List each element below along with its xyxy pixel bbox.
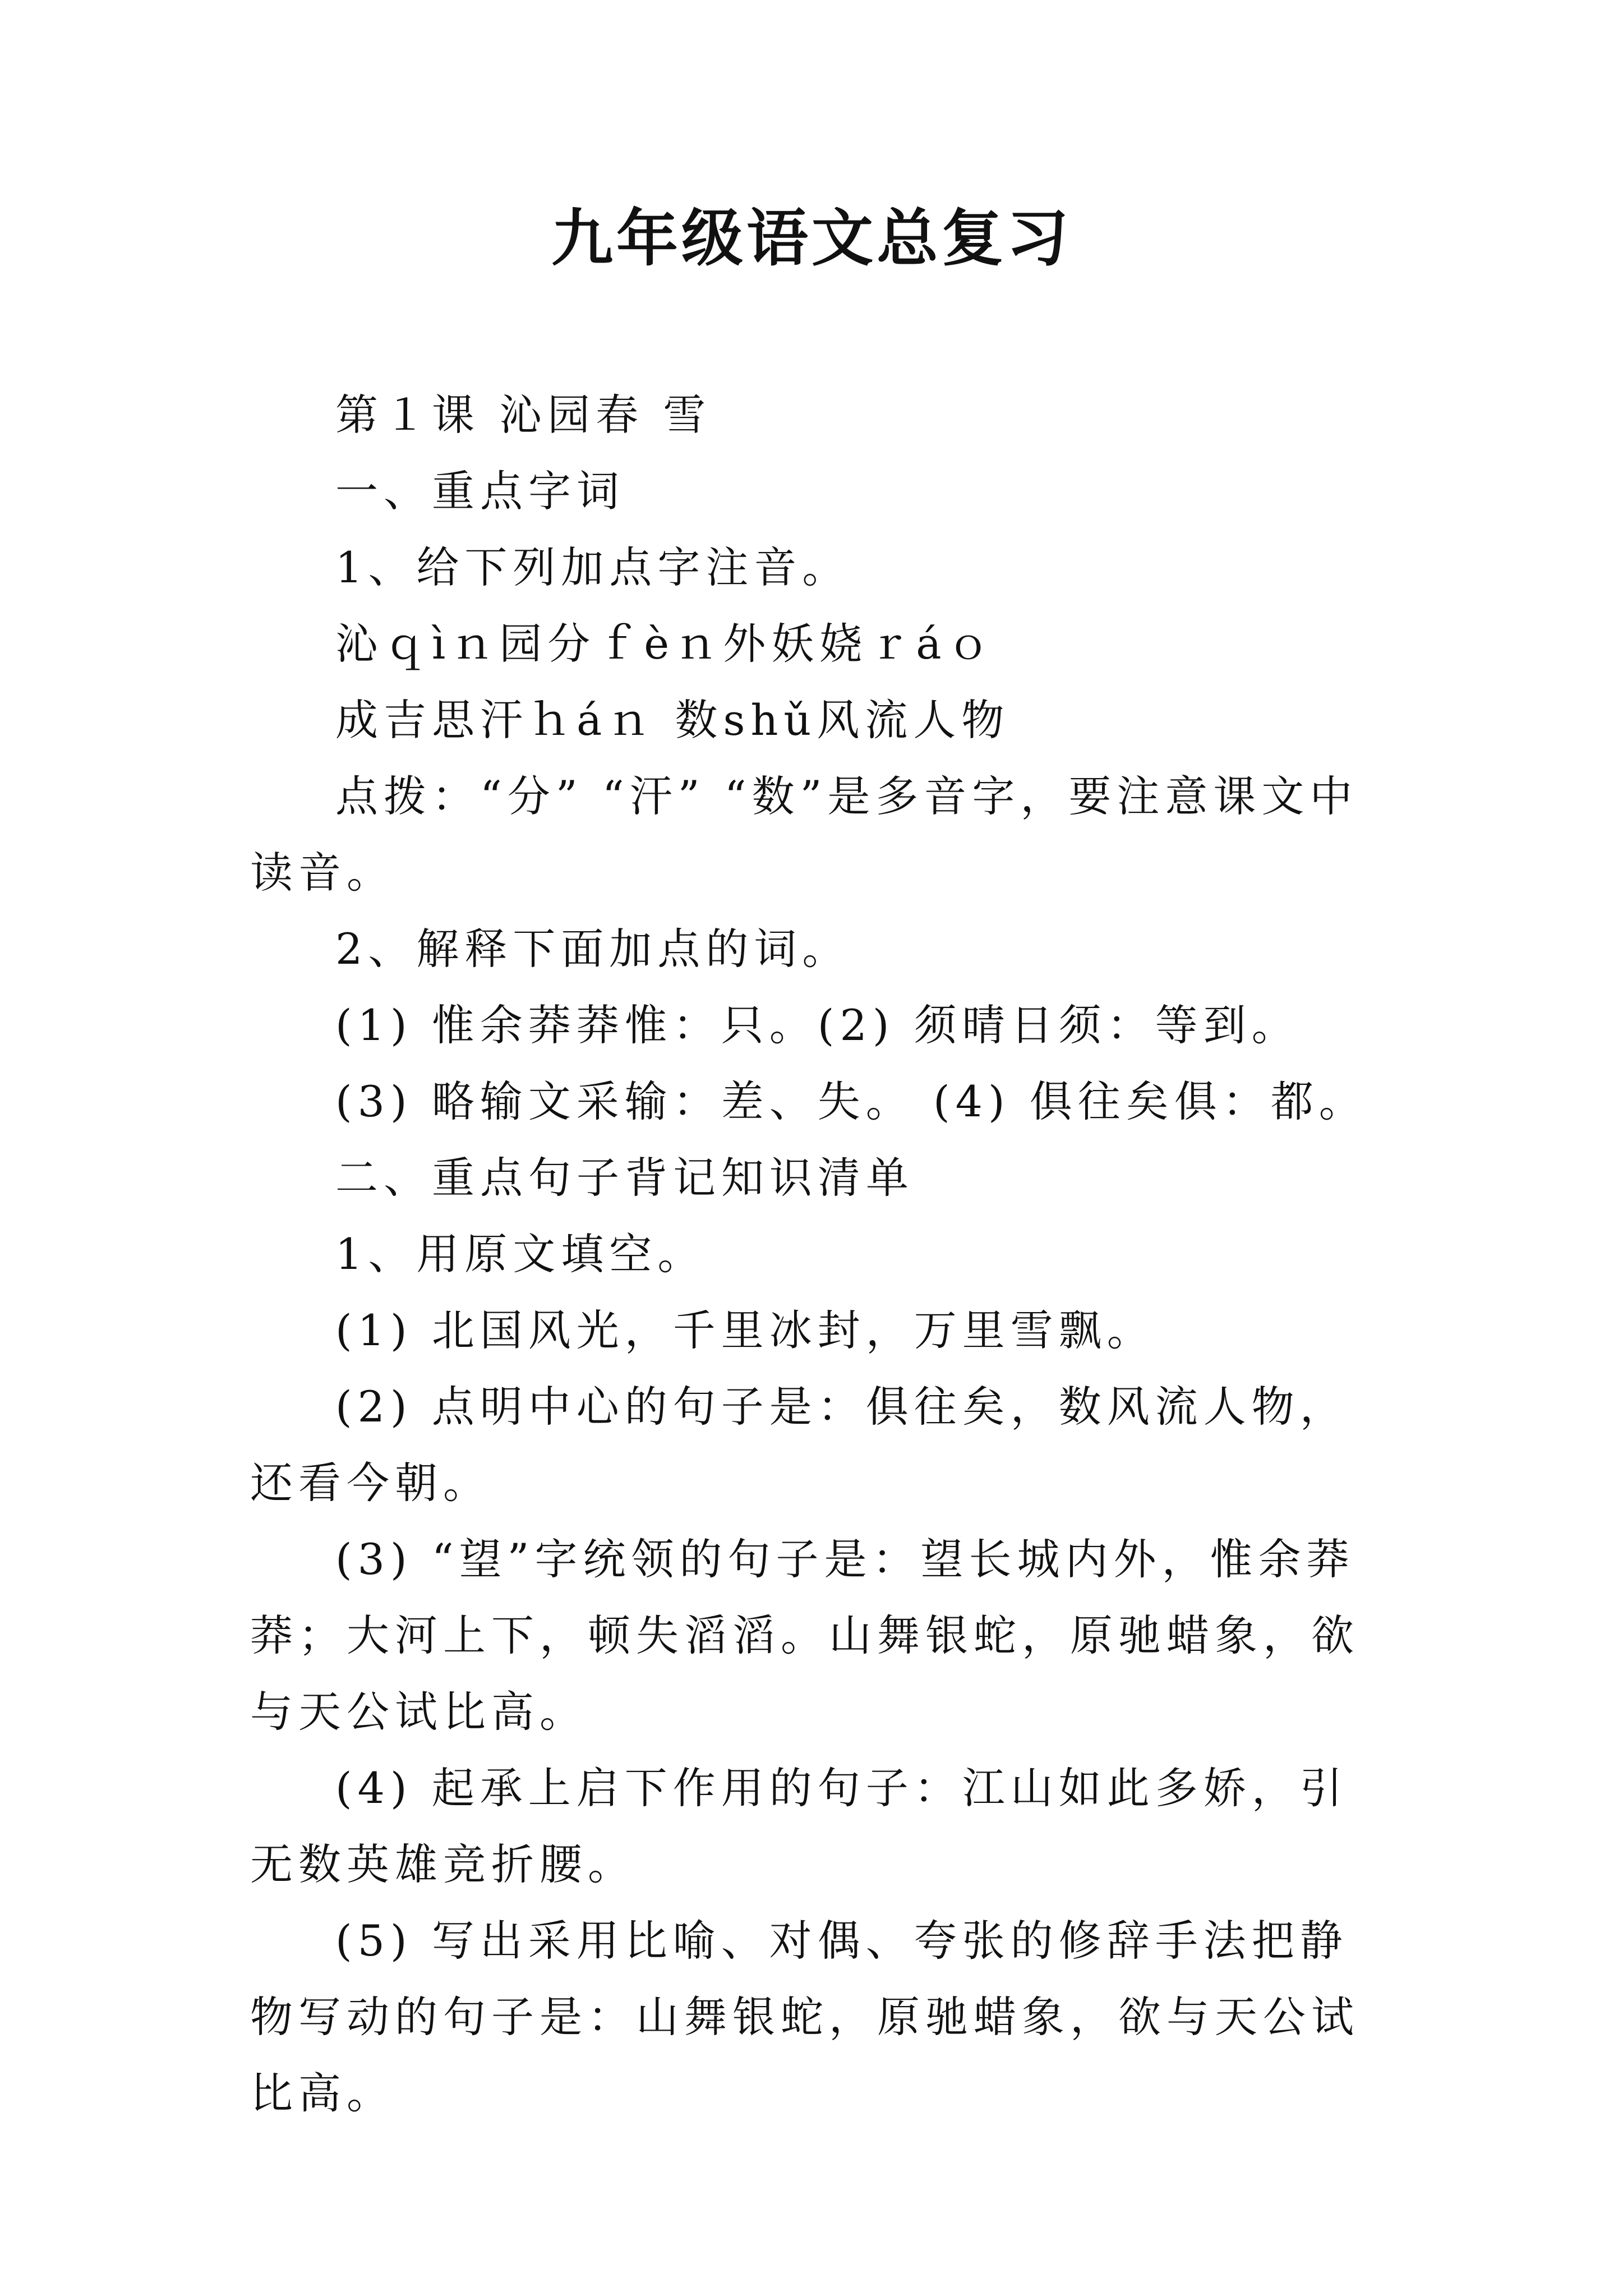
paragraph-definitions-1: (1) 惟余莽莽惟：只。(2) 须晴日须：等到。 [335,1000,1300,1050]
paragraph-answer: (5) 写出采用比喻、对偶、夸张的修辞手法把静物写动的句子是：山舞银蛇，原驰蜡象，欲与天公试比高。 [250,1916,1359,2118]
document-body [250,377,1394,2132]
paragraph-answer: (3) “望”字统领的句子是：望长城内外，惟余莽莽；大河上下，顿失滔滔。山舞银蛇，原驰蜡象，欲与天公试比高。 [250,1534,1359,1737]
paragraph-answer: (1) 北国风光，千里冰封，万里雪飘。 [335,1305,1155,1355]
paragraph-definitions-2: (3) 略输文采输：差、失。 (4) 俱往矣俱：都。 [335,1076,1367,1126]
paragraph-answer: (4) 起承上启下作用的句子：江山如此多娇，引无数英雄竞折腰。 [250,1763,1348,1889]
paragraph-section-2-heading: 二、重点句子背记知识清单 [335,1153,914,1203]
paragraph-item: 1、给下列加点字注音。 [335,542,851,592]
paragraph-answer: (2) 点明中心的句子是：俱往矣，数风流人物，还看今朝。 [250,1382,1348,1508]
paragraph-section-1-heading: 一、重点字词 [335,466,625,516]
paragraph-pinyin-line-1: 沁ｑìｎ园分ｆèｎ外妖娆ｒáｏ [335,619,995,669]
paragraph-item: 2、解释下面加点的词。 [335,924,851,974]
paragraph-pinyin-line-2: 成吉思汗ｈáｎ 数shǔ风流人物 [335,695,1010,745]
paragraph-tip: 点拨：“分” “汗” “数”是多音字，要注意课文中读音。 [250,771,1358,898]
paragraph-item: 1、用原文填空。 [335,1229,706,1279]
document-title: 九年级语文总复习 [551,203,1072,274]
paragraph-lesson-heading: 第１课 沁园春 雪 [335,390,712,440]
